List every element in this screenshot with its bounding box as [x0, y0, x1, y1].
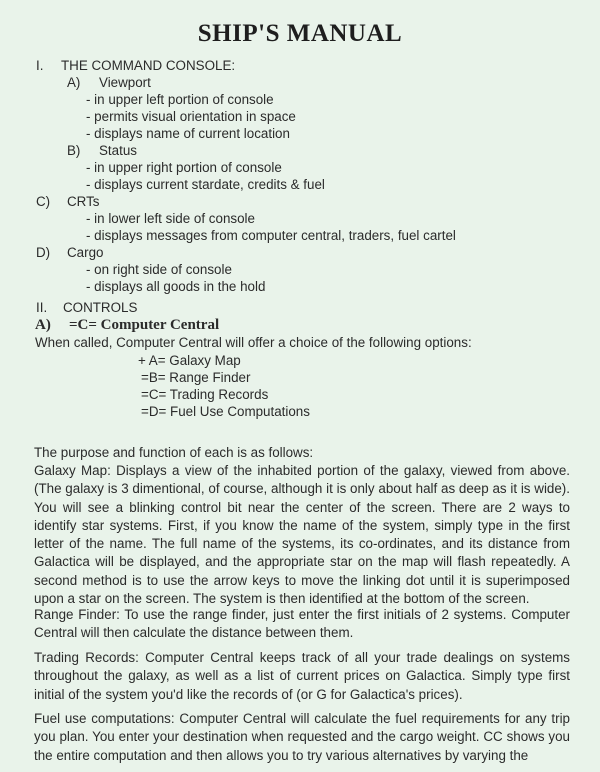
trading-records-paragraph: Trading Records: Computer Central keeps track of all your trade dealings on systems throughout the galaxy, as well as a list of current prices on Galactica. Simply type first initial of the system you'd like the records of (or G for Galactica's prices). — [34, 650, 570, 702]
item-c-line: - in lower left side of console — [86, 211, 255, 226]
section-1-number: I. — [36, 58, 44, 73]
item-d-title: Cargo — [67, 245, 104, 260]
item-c-label: C) — [36, 194, 51, 209]
option-fuel-use: =D= Fuel Use Computations — [141, 404, 310, 419]
option-trading-records: =C= Trading Records — [141, 387, 269, 402]
item-c-line: - displays messages from computer central, traders, fuel cartel — [86, 228, 456, 243]
subsection-a-label: A) — [35, 317, 51, 333]
section-1-heading: THE COMMAND CONSOLE: — [61, 58, 236, 73]
item-b-title: Status — [99, 143, 137, 158]
item-c-title: CRTs — [67, 194, 100, 209]
item-a-line: - permits visual orientation in space — [86, 109, 296, 124]
item-a-line: - in upper left portion of console — [86, 92, 274, 107]
item-d-label: D) — [36, 245, 51, 260]
section-2-heading: CONTROLS — [63, 300, 138, 315]
galaxy-map-paragraph: Galaxy Map: Displays a view of the inhabited portion of the galaxy, viewed from above. (The galaxy is 3 dimentional, of course, although it is only about half as deep as it is wide). You will see a blinking control bit near the center of the screen. There are 2 ways to identify star systems. First, if you know the name of the system, simply type in the first letter of the name. The full name of the systems, its co-ordinates, and its distance from Galactica will be displayed, and the appropriate star on the map will flash repeatedly. A second method is to use the arrow keys to move the linking dot until it is superimposed upon a star on the screen. The system is then identified at the bottom of the screen. — [34, 463, 570, 607]
option-range-finder: =B= Range Finder — [141, 370, 251, 385]
option-galaxy-map: + A= Galaxy Map — [138, 353, 241, 368]
item-a-line: - displays name of current location — [86, 126, 290, 141]
item-a-title: Viewport — [99, 75, 151, 90]
computer-central-intro: When called, Computer Central will offer a choice of the following options: — [35, 335, 472, 350]
purpose-line: The purpose and function of each is as follows: — [34, 445, 314, 460]
item-d-line: - on right side of console — [86, 262, 232, 277]
item-a-label: A) — [67, 75, 81, 90]
item-b-line: - in upper right portion of console — [86, 160, 282, 175]
page-title: SHIP'S MANUAL — [197, 20, 403, 47]
item-b-line: - displays current stardate, credits & fuel — [86, 177, 325, 192]
item-b-label: B) — [67, 143, 81, 158]
range-finder-paragraph: Range Finder: To use the range finder, just enter the first initials of 2 systems. Computer Central will then calculate the distance between them. — [34, 607, 570, 641]
section-2-number: II. — [36, 300, 48, 315]
item-d-line: - displays all goods in the hold — [86, 279, 266, 294]
fuel-use-paragraph: Fuel use computations: Computer Central will calculate the fuel requirements for any trip you plan. You enter your destination when requested and the cargo weight. CC shows you the entire computation and then allows you to try various alternatives by varying the — [34, 711, 570, 763]
subsection-a-title: =C= Computer Central — [69, 317, 220, 333]
